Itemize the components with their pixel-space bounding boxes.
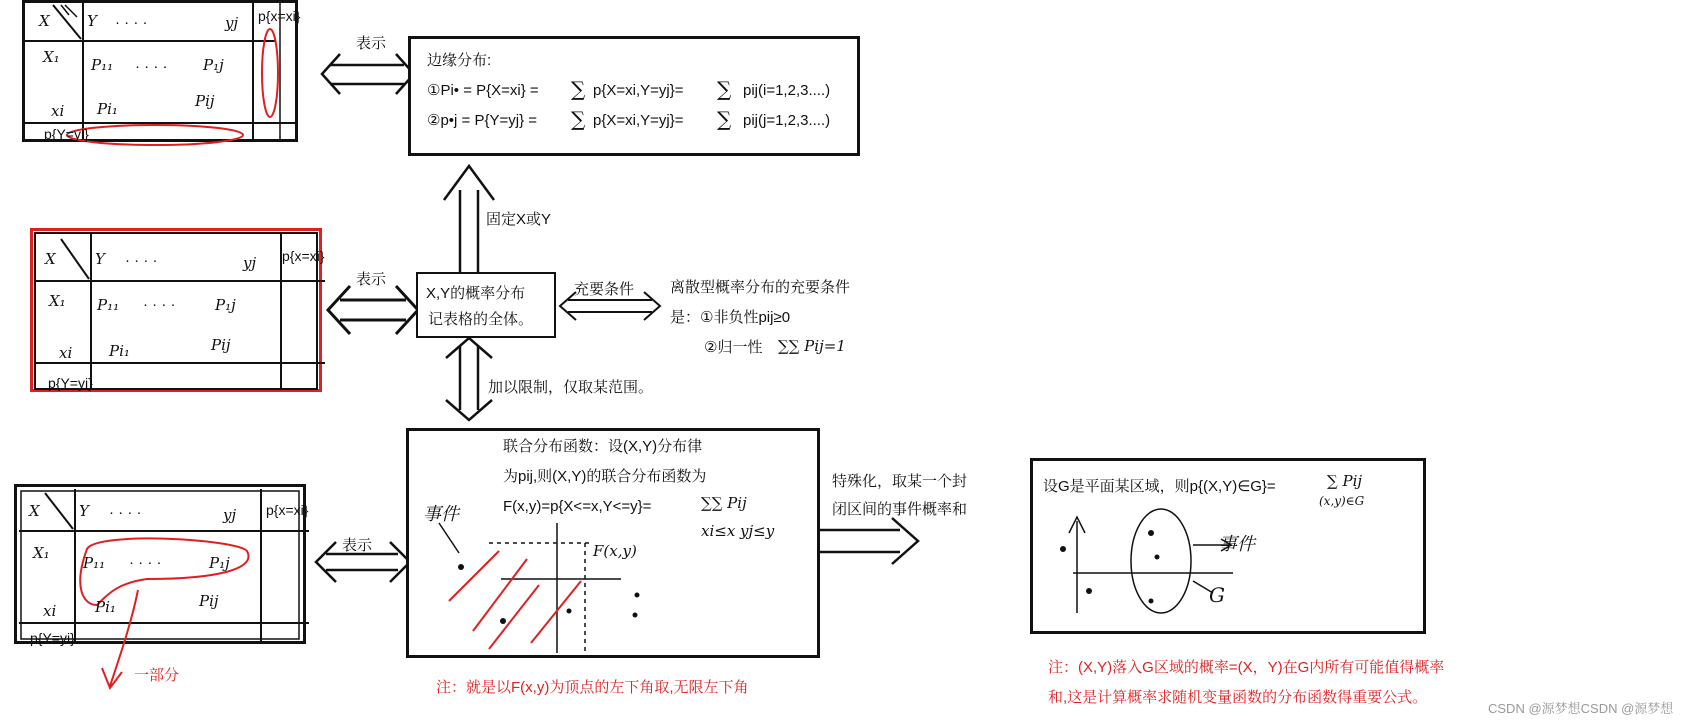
table-3-x-header: X (29, 502, 40, 520)
table-2-pij: Pij (211, 336, 231, 354)
watermark: CSDN @源梦想CSDN @源梦想 (1488, 701, 1674, 716)
region-event-label: 事件 (1219, 534, 1255, 555)
table-1-pi1: Pi₁ (97, 100, 118, 118)
table-2-p11: P₁₁ (97, 296, 120, 314)
table-2-x-header: X (45, 250, 56, 268)
fix-xy-label: 固定X或Y (486, 211, 552, 228)
table-3-col-label: p{x=xi} (266, 502, 309, 518)
table-3-x1: X₁ (33, 544, 50, 562)
center-box (416, 272, 556, 338)
table-3-yj: yj (223, 506, 237, 524)
table-3-pi1: Pi₁ (95, 598, 116, 616)
marginal-sum-1: ∑ (571, 77, 586, 101)
table-1-xi: xi (51, 102, 65, 120)
marginal-line1-mid: p{X=xi,Y=yj}= (593, 82, 684, 99)
table-1-p11: P₁₁ (91, 56, 114, 74)
table-2-dots-2: · · · · (143, 296, 176, 313)
conditions-line-2: 是：①非负性pij≥0 (670, 309, 791, 326)
necessary-sufficient-label: 充要条件 (574, 281, 635, 298)
table-2 (30, 228, 325, 392)
table-1 (22, 0, 301, 142)
joint-box (406, 428, 820, 658)
represent-label-1: 表示 (356, 35, 387, 52)
joint-sketch (409, 431, 823, 661)
table-2-x1: X₁ (49, 292, 66, 310)
joint-handwritten-sum: ∑∑ Pij (701, 494, 747, 512)
table-2-xi: xi (59, 344, 73, 362)
center-line-2: 记表格的全体。 (428, 311, 534, 328)
note-2-line-1: 注：(X,Y)落入G区域的概率=(X，Y)在G内所有可能值得概率 (1048, 659, 1445, 676)
table-2-p1j: P₁j (215, 296, 236, 314)
joint-line-1: 联合分布函数：设(X,Y)分布律 (503, 438, 703, 455)
table-1-row-label: p{Y=yi} (44, 126, 89, 142)
note-2-line-2: 和,这是计算概率求随机变量函数的分布函数得重要公式。 (1048, 689, 1428, 706)
table-1-x-header: X (39, 12, 50, 30)
table-3-y-header: Y (79, 502, 89, 520)
table-1-p1j: P₁j (203, 56, 224, 74)
marginal-line2-right: pij(j=1,2,3....) (743, 112, 831, 129)
table-3 (14, 484, 309, 644)
double-arrow-1 (322, 54, 414, 94)
marginal-box (408, 36, 860, 156)
vertical-double-arrow (446, 338, 492, 420)
marginal-sum-4: ∑ (717, 107, 732, 131)
region-sketch (1033, 461, 1429, 637)
represent-label-3: 表示 (342, 537, 373, 554)
marginal-sum-3: ∑ (571, 107, 586, 131)
table-2-row-label: p{Y=yi} (48, 375, 93, 391)
joint-event-label: 事件 (423, 504, 459, 525)
double-arrow-2 (328, 286, 418, 334)
table-1-dots: · · · · (115, 14, 148, 31)
table-2-dots: · · · · (125, 252, 158, 269)
right-arrow (820, 518, 918, 564)
table-3-xi: xi (43, 602, 57, 620)
special-label-1: 特殊化，取某一个封 (832, 473, 968, 490)
region-handwritten-sum: ∑ Pij (1327, 472, 1363, 490)
table-3-dots-2: · · · · (129, 554, 162, 571)
restrict-label: 加以限制，仅取某范围。 (488, 379, 654, 396)
marginal-line2-left: ②p•j = P{Y=yj} = (427, 112, 538, 129)
marginal-title: 边缘分布: (427, 52, 492, 69)
table-1-col-label: p{x=xi} (258, 8, 301, 24)
table-3-p1j: P₁j (209, 554, 230, 572)
region-handwritten-sub: (x,y)∈G (1319, 494, 1365, 508)
joint-point-label: F(x,y) (593, 542, 637, 560)
part-label: 一部分 (134, 667, 180, 684)
region-line-1: 设G是平面某区域，则p{(X,Y)∈G}= (1043, 478, 1276, 495)
region-box (1030, 458, 1426, 634)
special-label-2: 闭区间的事件概率和 (832, 501, 968, 518)
joint-line-3: F(x,y)=p{X<=x,Y<=y}= (503, 498, 652, 515)
table-1-dots-2: · · · · (135, 58, 168, 75)
table-2-yj: yj (243, 254, 257, 272)
conditions-handwritten: ∑∑ Pij=1 (778, 337, 846, 355)
marginal-line2-mid: p{X=xi,Y=yj}= (593, 112, 684, 129)
note-1: 注：就是以F(x,y)为顶点的左下角取,无限左下角 (436, 679, 749, 696)
marginal-line1-right: pij(i=1,2,3....) (743, 82, 831, 99)
table-1-pij: Pij (195, 92, 215, 110)
table-1-y-header: Y (87, 12, 97, 30)
joint-handwritten-sub: xi≤x yj≤y (701, 522, 775, 540)
marginal-line1-left: ①Pi• = P{X=xi} = (427, 82, 539, 99)
table-1-yj: yj (225, 14, 239, 32)
table-2-col-label: p{x=xi} (282, 248, 325, 264)
represent-label-2: 表示 (356, 271, 387, 288)
table-2-y-header: Y (95, 250, 105, 268)
region-g-label: G (1209, 583, 1225, 607)
conditions-line-3: ②归一性 (704, 339, 763, 356)
marginal-sum-2: ∑ (717, 77, 732, 101)
table-3-pij: Pij (199, 592, 219, 610)
table-3-row-label: p{Y=yi} (30, 630, 75, 646)
table-3-dots: · · · · (109, 504, 142, 521)
table-2-pi1: Pi₁ (109, 342, 130, 360)
table-1-x1: X₁ (43, 48, 60, 66)
center-line-1: X,Y的概率分布 (426, 285, 526, 302)
conditions-line-1: 离散型概率分布的充要条件 (670, 279, 851, 296)
table-3-p11: P₁₁ (83, 554, 106, 572)
joint-line-2: 为pij,则(X,Y)的联合分布函数为 (503, 468, 707, 485)
